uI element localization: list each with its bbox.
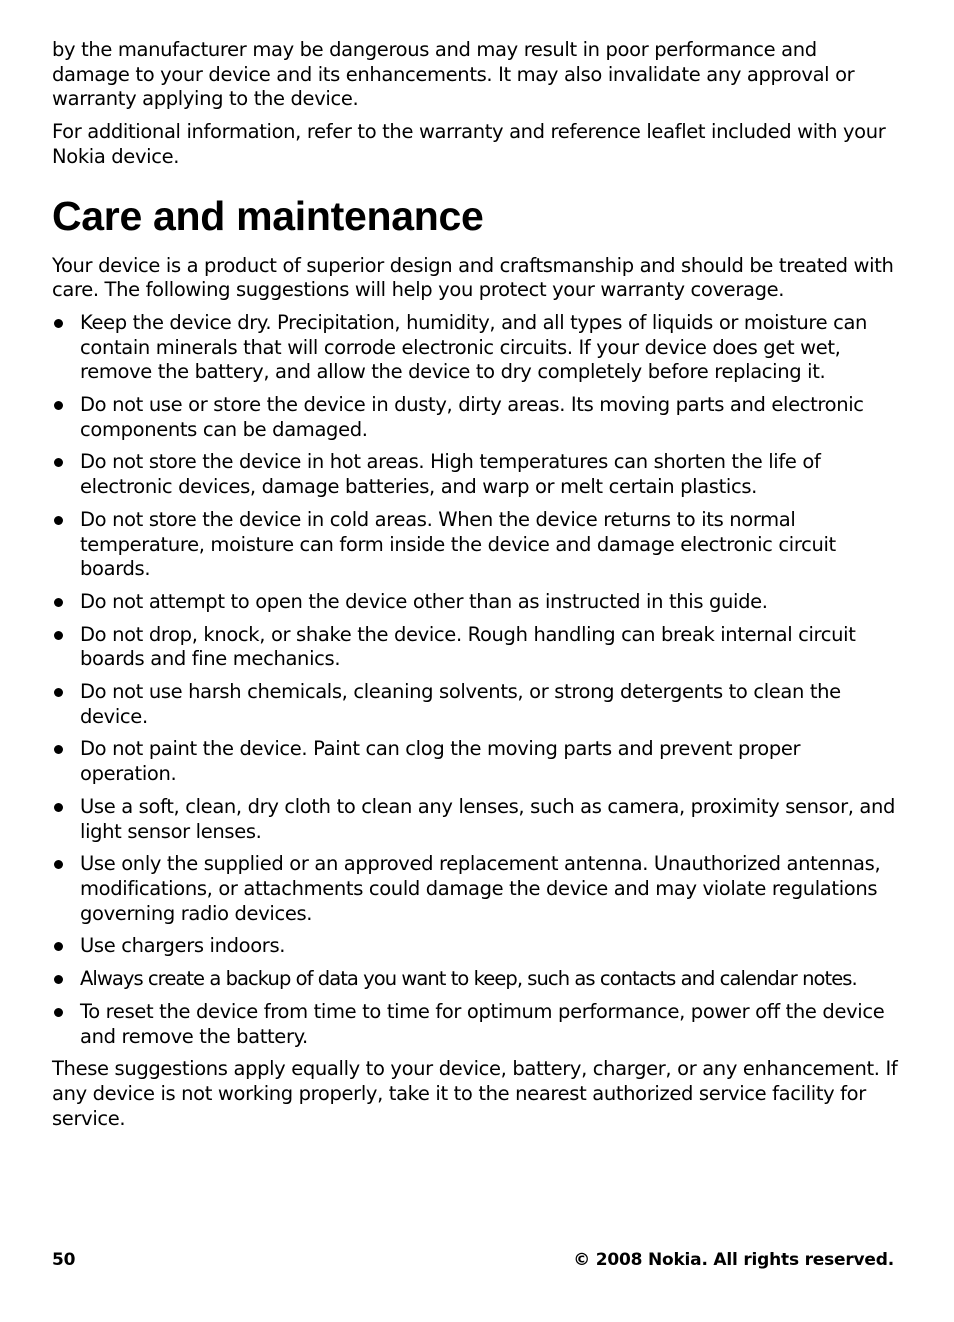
list-item [52, 795, 900, 844]
list-item-text: Do not attempt to open the device other than as instructed in this guide. [80, 589, 768, 613]
list-item [52, 737, 900, 786]
list-item [52, 508, 900, 582]
list-item [52, 1000, 900, 1049]
page-number: 50 [52, 1250, 76, 1270]
list-item-text: Do not drop, knock, or shake the device. Rough handling can break internal circuit boards and fine mechanics. [80, 622, 856, 671]
list-item [52, 852, 900, 926]
bullet-icon [54, 598, 63, 607]
section-title: Care and maintenance [52, 192, 484, 239]
list-item-text: To reset the device from time to time for optimum performance, power off the device and remove the battery. [80, 999, 885, 1048]
list-item-text: Keep the device dry. Precipitation, humidity, and all types of liquids or moisture can contain minerals that will corrode electronic circuits. If your device does get wet, remove the battery, and allow the device to dry completely before replacing it. [80, 310, 868, 384]
list-item [52, 934, 900, 959]
list-item [52, 967, 900, 992]
list-item-text: Use chargers indoors. [80, 934, 286, 958]
intro-paragraph: For additional information, refer to the warranty and reference leaflet included with your Nokia device. [52, 120, 886, 168]
bullet-icon [54, 688, 63, 697]
bullet-icon [54, 1008, 63, 1017]
bullet-icon [54, 401, 63, 410]
list-item-text: Do not store the device in cold areas. When the device returns to its normal temperature, moisture can form inside the device and damage electronic circuit boards. [80, 507, 836, 581]
list-item-text: Use a soft, clean, dry cloth to clean any lenses, such as camera, proximity sensor, and light sensor lenses. [80, 794, 896, 843]
closing-paragraph: These suggestions apply equally to your device, battery, charger, or any enhancement. If any device is not working properly, take it to the nearest authorized service facility for service. [52, 1057, 898, 1130]
bullet-icon [54, 516, 63, 525]
section-lead-paragraph: Your device is a product of superior design and craftsmanship and should be treated with care. The following suggestions will help you protect your warranty coverage. [52, 253, 894, 302]
list-item [52, 680, 900, 729]
intro-paragraph: by the manufacturer may be dangerous and may result in poor performance and damage to your device and its enhancements. It may also invalidate any approval or warranty applying to the device. [52, 38, 855, 111]
page-content [52, 38, 900, 1139]
bullet-icon [54, 745, 63, 754]
list-item-text: Always create a backup of data you want to keep, such as contacts and calendar notes. [80, 967, 857, 991]
list-item-text: Do not paint the device. Paint can clog the moving parts and prevent proper operation. [80, 737, 801, 786]
list-item-text: Do not store the device in hot areas. High temperatures can shorten the life of electronic devices, damage batteries, and warp or melt certain plastics. [80, 450, 821, 499]
copyright-notice: © 2008 Nokia. All rights reserved. [573, 1250, 894, 1270]
bullet-icon [54, 458, 63, 467]
list-item-text: Use only the supplied or an approved replacement antenna. Unauthorized antennas, modifications, or attachments could damage the device and may violate regulations governing radio devices. [80, 852, 881, 925]
list-item [52, 393, 900, 442]
bullet-icon [54, 319, 63, 328]
list-item [52, 623, 900, 672]
list-item-text: Do not use harsh chemicals, cleaning solvents, or strong detergents to clean the device. [80, 680, 841, 728]
bullet-icon [54, 860, 63, 869]
care-suggestions-list [52, 311, 900, 1049]
list-item [52, 311, 900, 385]
bullet-icon [54, 803, 63, 812]
bullet-icon [54, 631, 63, 640]
bullet-icon [54, 942, 63, 951]
list-item-text: Do not use or store the device in dusty, dirty areas. Its moving parts and electronic components can be damaged. [80, 393, 864, 441]
list-item [52, 590, 900, 615]
list-item [52, 450, 900, 499]
bullet-icon [54, 975, 63, 984]
